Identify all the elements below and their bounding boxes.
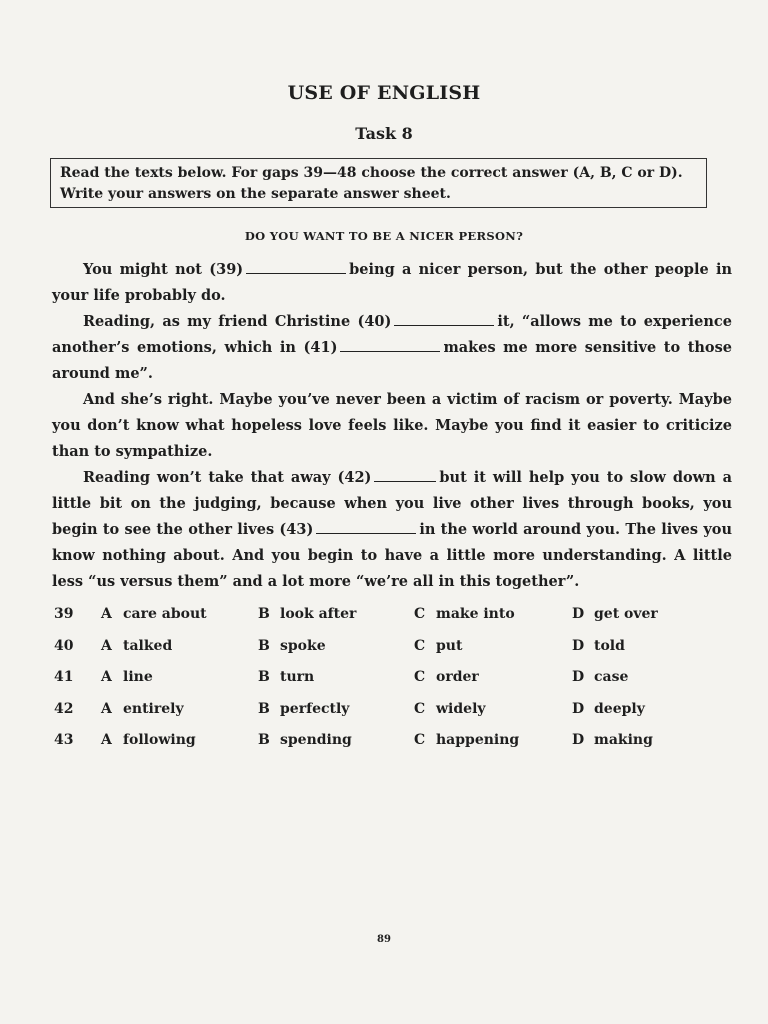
paragraph-1 [52, 257, 732, 309]
option-letter: A [101, 669, 112, 685]
option-c [414, 669, 479, 685]
option-text: put [436, 637, 463, 654]
gap-40 [394, 313, 494, 326]
option-text: deeply [594, 700, 645, 717]
text-span: Reading, as my friend Christine (40) [83, 313, 392, 330]
option-row-39 [54, 606, 694, 638]
paragraph-2 [52, 309, 732, 387]
option-row-41 [54, 669, 694, 701]
option-b [258, 638, 326, 654]
gap-43 [316, 521, 416, 534]
option-letter: B [258, 732, 270, 748]
option-c [414, 732, 519, 748]
option-c [414, 701, 486, 717]
text-span: being a nicer person, but the other people in your life probably do. [52, 261, 732, 304]
option-letter: C [414, 637, 426, 654]
gap-41 [340, 339, 440, 352]
answer-options [54, 606, 694, 764]
option-letter: B [258, 700, 270, 717]
option-text: told [594, 637, 625, 654]
option-letter: D [572, 637, 585, 654]
question-number: 41 [54, 669, 74, 685]
option-letter: B [258, 637, 270, 654]
paragraph-4 [52, 465, 732, 595]
option-letter: D [572, 700, 585, 717]
text-span: but it will help you to slow down a little bit on the judging, because when you live other lives through books, you begin to see the other lives (43) [52, 469, 732, 538]
question-number: 42 [54, 700, 74, 717]
text-span: in the world around you. The lives you know nothing about. And you begin to have a little more understanding. A little less “us versus them” and a lot more “we’re all in this together”. [52, 521, 733, 590]
option-text: happening [436, 732, 520, 748]
reading-text [52, 257, 732, 595]
option-letter: A [101, 606, 112, 622]
option-text: order [436, 669, 479, 685]
option-a [101, 669, 153, 685]
option-b [258, 701, 349, 717]
option-letter: D [572, 606, 585, 622]
option-text: entirely [123, 700, 184, 717]
option-text: turn [280, 669, 315, 685]
option-c [414, 606, 515, 622]
option-text: following [123, 732, 196, 748]
paragraph-3: And she’s right. Maybe you’ve never been a victim of racism or poverty. Maybe you don’t know what hopeless love feels like. Maybe you find it easier to criticize than to sympathize. [52, 391, 732, 460]
option-b [258, 669, 314, 685]
option-row-42 [54, 701, 694, 733]
page-number: 89 [377, 934, 391, 945]
option-text: make into [436, 606, 515, 622]
option-text: line [123, 669, 153, 685]
option-text: perfectly [280, 700, 350, 717]
option-letter: C [414, 732, 426, 748]
option-letter: A [101, 637, 112, 654]
option-a [101, 732, 196, 748]
option-a [101, 638, 172, 654]
gap-42 [374, 469, 436, 482]
instructions-box: Read the texts below. For gaps 39—48 choose the correct answer (A, B, C or D). Write your answers on the separate answer sheet. [50, 158, 707, 208]
option-letter: C [414, 669, 426, 685]
option-text: look after [280, 606, 357, 622]
option-d [572, 701, 645, 717]
option-letter: D [572, 732, 585, 748]
gap-39 [246, 261, 346, 274]
option-letter: C [414, 700, 426, 717]
option-text: making [594, 732, 653, 748]
option-text: spending [280, 732, 352, 748]
option-text: spoke [280, 637, 326, 654]
option-a [101, 606, 207, 622]
option-b [258, 606, 356, 622]
option-d [572, 638, 625, 654]
option-row-40 [54, 638, 694, 670]
text-span: makes me more sensitive to those around me”. [52, 339, 732, 382]
option-text: widely [436, 700, 486, 717]
option-letter: A [101, 700, 112, 717]
option-d [572, 606, 658, 622]
option-letter: B [258, 606, 270, 622]
option-d [572, 669, 628, 685]
option-text: case [594, 669, 629, 685]
task-title: Task 8 [355, 124, 413, 143]
text-span: Reading won’t take that away (42) [83, 469, 372, 486]
section-heading: USE OF ENGLISH [287, 82, 481, 104]
option-letter: B [258, 669, 270, 685]
text-span: You might not (39) [83, 261, 244, 278]
option-d [572, 732, 653, 748]
question-number: 40 [54, 637, 74, 654]
option-text: talked [123, 637, 173, 654]
question-number: 43 [54, 732, 74, 748]
text-span: it, “allows me to experience another’s emotions, which in (41) [52, 313, 732, 356]
question-number: 39 [54, 606, 74, 622]
option-b [258, 732, 352, 748]
option-letter: C [414, 606, 426, 622]
option-letter: A [101, 732, 112, 748]
option-a [101, 701, 184, 717]
text-title: DO YOU WANT TO BE A NICER PERSON? [244, 229, 524, 243]
option-text: care about [123, 606, 207, 622]
option-text: get over [594, 606, 658, 622]
option-row-43 [54, 732, 694, 764]
option-c [414, 638, 462, 654]
option-letter: D [572, 669, 585, 685]
